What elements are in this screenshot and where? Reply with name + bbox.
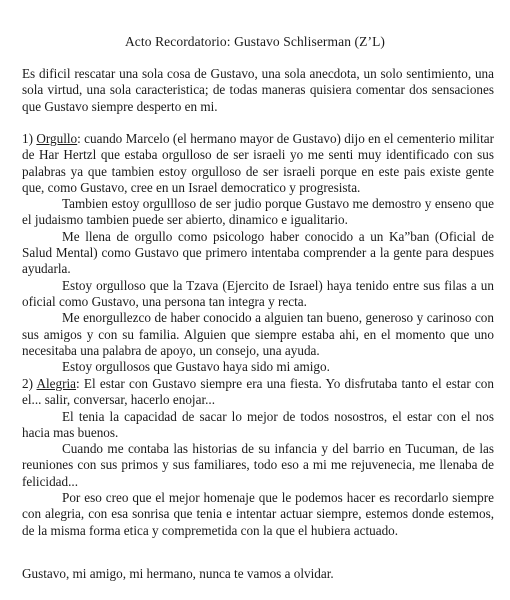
section-alegria-paragraph: Cuando me contaba las historias de su infancia y del barrio en Tucuman, de las reuniones con sus primos y sus familiares, todo eso a mi me rejuvenecia, me llenaba de felicidad... bbox=[22, 441, 494, 489]
section-alegria-heading: Alegria bbox=[36, 376, 77, 391]
section-alegria-paragraph: Por eso creo que el mejor homenaje que le podemos hacer es recordarlo siempre con alegria, con esa sonrisa que tenia e intentar actuar siempre, estemos donde estemos, de la misma forma etica y compremetida con la que el hubiera actuado. bbox=[22, 490, 494, 538]
section-orgullo-first-text: : cuando Marcelo (el hermano mayor de Gustavo) dijo en el cementerio militar de Har Hertzl que estaba orgulloso de ser israeli yo me senti muy identificado con sus palabras ya que tambien estoy orgulloso de ser israeli porque en este pais existe gente que, como Gustavo, cree en un Israel democratico y progresista. bbox=[22, 131, 494, 195]
intro-section bbox=[22, 66, 494, 115]
closing-section bbox=[22, 566, 494, 582]
section-alegria-number: 2) bbox=[22, 376, 37, 391]
section-orgullo-paragraph: Estoy orgulloso que la Tzava (Ejercito de Israel) haya tenido entre sus filas a un oficial como Gustavo, una persona tan integra y recta. bbox=[22, 277, 494, 309]
section-orgullo-number: 1) bbox=[22, 131, 37, 146]
section-orgullo-paragraph: Me llena de orgullo como psicologo haber conocido a un Ka”ban (Oficial de Salud Mental) como Gustavo que primero intentaba comprender a la gente para despues ayudarla. bbox=[22, 228, 494, 277]
section-alegria bbox=[22, 376, 494, 539]
section-orgullo-paragraph: Estoy orgullosos que Gustavo haya sido mi amigo. bbox=[62, 359, 330, 375]
section-alegria-first-text: : El estar con Gustavo siempre era una fiesta. Yo disfrutaba tanto el estar con el... salir, conversar, hacerlo enojar... bbox=[22, 376, 494, 408]
document-title: Acto Recordatorio: Gustavo Schliserman (Z’L) bbox=[124, 34, 386, 49]
section-orgullo-paragraph: Me enorgullezco de haber conocido a alguien tan bueno, generoso y carinoso con sus amigos y con su familia. Alguien que siempre estaba ahi, en el momento que uno necesitaba una palabra de apoyo, un consejo, una ayuda. bbox=[22, 310, 494, 358]
section-alegria-paragraph: El tenia la capacidad de sacar lo mejor de todos nosostros, el estar con el nos hacia mas buenos. bbox=[22, 408, 494, 440]
section-orgullo-first-paragraph bbox=[22, 131, 494, 196]
section-alegria-first-paragraph bbox=[22, 376, 494, 409]
section-orgullo-paragraph: Tambien estoy orgullloso de ser judio porque Gustavo me demostro y enseno que el judaismo tambien puede ser abierto, dinamico e igualitario. bbox=[22, 196, 494, 228]
section-orgullo bbox=[22, 131, 494, 375]
closing-line: Gustavo, mi amigo, mi hermano, nunca te vamos a olvidar. bbox=[22, 566, 334, 581]
intro-paragraph: Es dificil rescatar una sola cosa de Gustavo, una sola anecdota, un solo sentimiento, una sola virtud, una sola caracteristica; de todas maneras quisiera comentar dos sensaciones que Gustavo siempre desperto en mi. bbox=[22, 66, 494, 114]
section-orgullo-heading: Orgullo bbox=[36, 131, 78, 146]
